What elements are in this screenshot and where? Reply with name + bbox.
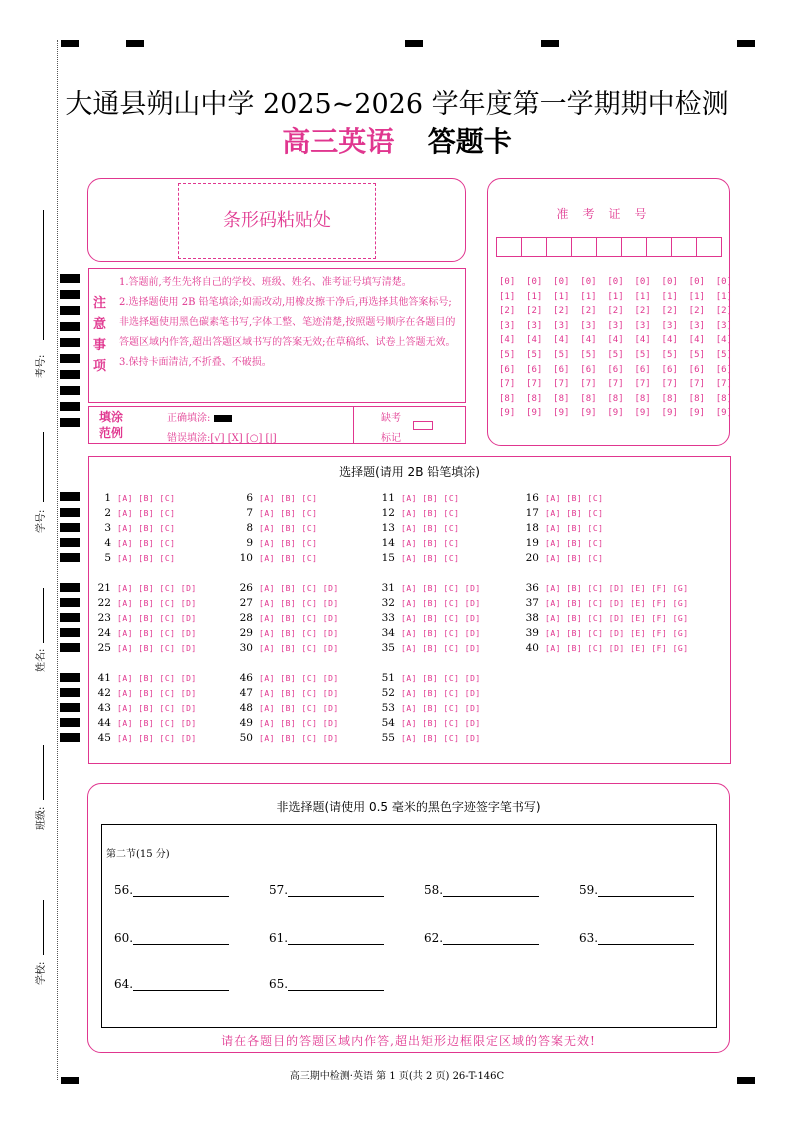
wrong-fill: [167, 429, 277, 444]
correct-fill-label: 正确填涂:: [167, 413, 211, 424]
blank-number: 60.: [114, 931, 134, 945]
answer-options[interactable]: [A] [B] [C] [D]: [117, 629, 197, 638]
side-exam-no-label: 考号:: [36, 354, 47, 378]
timing-mark: [60, 492, 80, 501]
mcq-question[interactable]: [377, 581, 481, 596]
question-number: 21: [97, 582, 111, 594]
timing-mark: [60, 354, 80, 363]
notice-box: [88, 268, 466, 403]
mcq-question[interactable]: [521, 581, 689, 596]
answer-options[interactable]: [A] [B] [C]: [259, 509, 318, 518]
nonmcq-warning: 请在各题目的答题区域内作答,超出矩形边框限定区域的答案无效!: [221, 1034, 596, 1048]
exam-id-area: [487, 178, 730, 446]
mcq-question[interactable]: [377, 521, 459, 536]
timing-mark: [541, 40, 559, 47]
answer-options[interactable]: [A] [B] [C] [D] [E] [F] [G]: [545, 644, 689, 653]
wrong-fill-marks: [√] [X] [○] [|]: [210, 433, 277, 444]
mcq-question[interactable]: [377, 596, 481, 611]
timing-mark: [60, 718, 80, 727]
blank-number: 63.: [579, 931, 599, 945]
question-number: 16: [525, 492, 539, 504]
exam-id-digit-row[interactable]: [8] [8] [8] [8] [8] [8] [8] [8] [8]: [499, 393, 732, 404]
wrong-fill-label: 错误填涂:: [167, 433, 211, 444]
answer-options[interactable]: [A] [B] [C]: [117, 539, 176, 548]
timing-mark: [60, 306, 80, 315]
question-number: 4: [104, 537, 111, 549]
absent-checkbox[interactable]: [413, 421, 433, 430]
answer-blank[interactable]: [579, 931, 694, 945]
fill-example-label: 填涂范例: [99, 410, 124, 440]
mcq-question[interactable]: [235, 611, 339, 626]
notice-item-3: 3.保持卡面清洁,不折叠、不破损。: [119, 357, 272, 368]
question-number: 22: [97, 597, 111, 609]
question-number: 38: [525, 612, 539, 624]
answer-options[interactable]: [A] [B] [C] [D]: [401, 734, 481, 743]
question-number: 53: [381, 702, 395, 714]
question-number: 43: [97, 702, 111, 714]
answer-options[interactable]: [A] [B] [C] [D]: [401, 644, 481, 653]
mcq-question[interactable]: [235, 671, 339, 686]
answer-blank[interactable]: [424, 883, 539, 897]
mcq-question[interactable]: [235, 551, 317, 566]
nonmcq-title: 非选择题(请使用 0.5 毫米的黑色字迹签字笔书写): [276, 800, 541, 814]
question-number: 17: [525, 507, 539, 519]
question-number: 10: [239, 552, 253, 564]
answer-options[interactable]: [A] [B] [C] [D] [E] [F] [G]: [545, 584, 689, 593]
mcq-question[interactable]: [377, 671, 481, 686]
card-label: 答题卡: [427, 125, 512, 158]
side-school-line: [43, 900, 44, 955]
fill-example-box: [88, 406, 466, 444]
notice-text: [119, 273, 459, 373]
blank-line[interactable]: [598, 931, 694, 945]
timing-mark: [60, 290, 80, 299]
question-number: 8: [246, 522, 253, 534]
exam-id-digit-row[interactable]: [3] [3] [3] [3] [3] [3] [3] [3] [3]: [499, 320, 732, 331]
question-number: 24: [97, 627, 111, 639]
mcq-question[interactable]: [521, 611, 689, 626]
mcq-question[interactable]: [235, 521, 317, 536]
blank-number: 64.: [114, 977, 134, 991]
mcq-question[interactable]: [235, 626, 339, 641]
answer-options[interactable]: [A] [B] [C]: [259, 539, 318, 548]
question-number: 52: [381, 687, 395, 699]
answer-options[interactable]: [A] [B] [C]: [545, 554, 604, 563]
answer-options[interactable]: [A] [B] [C]: [401, 539, 460, 548]
mcq-question[interactable]: [377, 716, 481, 731]
exam-id-bubbles[interactable]: [499, 275, 732, 421]
question-number: 28: [239, 612, 253, 624]
blank-line[interactable]: [133, 977, 229, 991]
correct-fill: [167, 409, 232, 424]
mcq-question[interactable]: [93, 581, 197, 596]
exam-id-cells[interactable]: [497, 237, 722, 257]
exam-id-digit-row[interactable]: [4] [4] [4] [4] [4] [4] [4] [4] [4]: [499, 335, 732, 346]
mcq-question[interactable]: [93, 626, 197, 641]
mcq-question[interactable]: [93, 641, 197, 656]
side-student-no-label: 学号:: [36, 509, 47, 533]
timing-mark: [405, 40, 423, 47]
side-student-no-line: [43, 432, 44, 502]
section-label: 第二节(15 分): [106, 849, 170, 860]
question-number: 27: [239, 597, 253, 609]
mcq-question[interactable]: [93, 671, 197, 686]
timing-mark: [60, 370, 80, 379]
mcq-question[interactable]: [93, 491, 175, 506]
side-name-label: 姓名:: [36, 648, 47, 672]
nonmcq-answer-area: [101, 824, 717, 1028]
question-number: 2: [104, 507, 111, 519]
blank-line[interactable]: [288, 977, 384, 991]
answer-options[interactable]: [A] [B] [C] [D]: [259, 644, 339, 653]
mcq-question[interactable]: [377, 551, 459, 566]
side-class-line: [43, 745, 44, 800]
timing-mark: [60, 386, 80, 395]
blank-number: 56.: [114, 883, 134, 897]
mcq-question[interactable]: [235, 641, 339, 656]
answer-options[interactable]: [A] [B] [C] [D]: [259, 629, 339, 638]
answer-options[interactable]: [A] [B] [C] [D]: [401, 689, 481, 698]
page-title: 大通县朔山中学 2025~2026 学年度第一学期期中检测: [65, 89, 729, 120]
timing-mark: [60, 673, 80, 682]
question-number: 31: [381, 582, 395, 594]
mcq-question[interactable]: [521, 596, 689, 611]
page-footer: 高三期中检测·英语 第 1 页(共 2 页) 26-T-146C: [289, 1071, 505, 1082]
mcq-title: 选择题(请用 2B 铅笔填涂): [339, 465, 480, 479]
notice-item-2: 2.选择题使用 2B 铅笔填涂;如需改动,用橡皮擦干净后,再选择其他答案标号;非选择题使用黑色碳素笔书写,字体工整、笔迹清楚,按照题号顺序在各题目的答题区域内作答,超出答题区域书写的答案无效;在草稿纸、试卷上答题无效。: [119, 297, 456, 348]
question-number: 5: [104, 552, 111, 564]
timing-mark: [60, 583, 80, 592]
timing-mark: [60, 338, 80, 347]
timing-mark: [126, 40, 144, 47]
answer-options[interactable]: [A] [B] [C]: [545, 539, 604, 548]
blank-line[interactable]: [443, 931, 539, 945]
mcq-question[interactable]: [235, 536, 317, 551]
answer-options[interactable]: [A] [B] [C] [D]: [259, 599, 339, 608]
mark-text: 标记: [381, 433, 401, 444]
answer-options[interactable]: [A] [B] [C] [D]: [401, 584, 481, 593]
answer-options[interactable]: [A] [B] [C]: [259, 494, 318, 503]
answer-options[interactable]: [A] [B] [C] [D]: [259, 674, 339, 683]
question-number: 48: [239, 702, 253, 714]
timing-mark: [60, 322, 80, 331]
mcq-question[interactable]: [377, 641, 481, 656]
answer-options[interactable]: [A] [B] [C] [D] [E] [F] [G]: [545, 614, 689, 623]
question-number: 54: [381, 717, 395, 729]
exam-id-digit-row[interactable]: [6] [6] [6] [6] [6] [6] [6] [6] [6]: [499, 364, 732, 375]
timing-mark: [60, 598, 80, 607]
mcq-question[interactable]: [521, 491, 603, 506]
mcq-question[interactable]: [93, 716, 197, 731]
blank-number: 59.: [579, 883, 599, 897]
mcq-question[interactable]: [521, 641, 689, 656]
exam-id-digit-row[interactable]: [0] [0] [0] [0] [0] [0] [0] [0] [0]: [499, 277, 732, 287]
question-number: 9: [246, 537, 253, 549]
blank-number: 57.: [269, 883, 289, 897]
mcq-question[interactable]: [235, 701, 339, 716]
question-number: 12: [381, 507, 395, 519]
question-number: 41: [97, 672, 111, 684]
question-number: 3: [104, 522, 111, 534]
exam-id-title: 准考证号: [556, 207, 661, 221]
question-number: 23: [97, 612, 111, 624]
question-number: 6: [246, 492, 253, 504]
mcq-question[interactable]: [377, 731, 481, 746]
answer-blank[interactable]: [114, 931, 229, 945]
answer-blank[interactable]: [579, 883, 694, 897]
blank-line[interactable]: [133, 931, 229, 945]
timing-mark: [60, 274, 80, 283]
answer-blank[interactable]: [269, 883, 384, 897]
question-number: 51: [381, 672, 395, 684]
mcq-question[interactable]: [235, 716, 339, 731]
mcq-question[interactable]: [235, 491, 317, 506]
answer-options[interactable]: [A] [B] [C] [D] [E] [F] [G]: [545, 629, 689, 638]
timing-mark: [60, 628, 80, 637]
mcq-question[interactable]: [93, 611, 197, 626]
notice-item-1: 1.答题前,考生先将自己的学校、班级、姓名、准考证号填写清楚。: [119, 277, 412, 288]
question-number: 33: [381, 612, 395, 624]
answer-options[interactable]: [A] [B] [C] [D]: [259, 704, 339, 713]
question-number: 46: [239, 672, 253, 684]
subject-label: 高三英语: [282, 125, 395, 158]
side-class-label: 班级:: [36, 806, 47, 830]
question-number: 45: [97, 732, 111, 744]
timing-mark: [60, 418, 80, 427]
answer-options[interactable]: [A] [B] [C]: [259, 554, 318, 563]
mcq-question[interactable]: [93, 596, 197, 611]
question-number: 7: [246, 507, 253, 519]
answer-options[interactable]: [A] [B] [C]: [401, 524, 460, 533]
answer-options[interactable]: [A] [B] [C]: [117, 524, 176, 533]
answer-options[interactable]: [A] [B] [C] [D]: [117, 599, 197, 608]
question-number: 34: [381, 627, 395, 639]
answer-options[interactable]: [A] [B] [C]: [401, 494, 460, 503]
side-school-label: 学校:: [36, 961, 47, 985]
timing-mark: [60, 613, 80, 622]
timing-mark: [60, 402, 80, 411]
mcq-question[interactable]: [521, 521, 603, 536]
answer-options[interactable]: [A] [B] [C] [D]: [401, 719, 481, 728]
question-number: 44: [97, 717, 111, 729]
barcode-label: 条形码粘贴处: [223, 210, 331, 231]
answer-options[interactable]: [A] [B] [C] [D]: [117, 734, 197, 743]
question-number: 14: [381, 537, 395, 549]
absent-label: [381, 409, 401, 449]
answer-options[interactable]: [A] [B] [C] [D]: [259, 689, 339, 698]
mcq-question[interactable]: [377, 506, 459, 521]
mcq-question[interactable]: [235, 731, 339, 746]
timing-mark: [61, 40, 79, 47]
answer-options[interactable]: [A] [B] [C] [D] [E] [F] [G]: [545, 599, 689, 608]
mcq-question[interactable]: [93, 506, 175, 521]
mcq-question[interactable]: [521, 626, 689, 641]
mcq-question[interactable]: [377, 701, 481, 716]
answer-blank[interactable]: [424, 931, 539, 945]
question-number: 37: [525, 597, 539, 609]
answer-options[interactable]: [A] [B] [C]: [401, 509, 460, 518]
question-number: 49: [239, 717, 253, 729]
answer-options[interactable]: [A] [B] [C] [D]: [117, 719, 197, 728]
question-number: 26: [239, 582, 253, 594]
blank-number: 58.: [424, 883, 444, 897]
answer-options[interactable]: [A] [B] [C] [D]: [401, 704, 481, 713]
blank-line[interactable]: [133, 883, 229, 897]
answer-blank[interactable]: [269, 977, 384, 991]
exam-id-digit-row[interactable]: [2] [2] [2] [2] [2] [2] [2] [2] [2]: [499, 306, 732, 317]
question-number: 50: [239, 732, 253, 744]
question-number: 30: [239, 642, 253, 654]
exam-id-digit-row[interactable]: [7] [7] [7] [7] [7] [7] [7] [7] [7]: [499, 379, 732, 390]
timing-mark: [60, 538, 80, 547]
question-number: 20: [525, 552, 539, 564]
answer-options[interactable]: [A] [B] [C] [D]: [117, 689, 197, 698]
question-number: 32: [381, 597, 395, 609]
answer-options[interactable]: [A] [B] [C] [D]: [117, 704, 197, 713]
question-number: 47: [239, 687, 253, 699]
answer-options[interactable]: [A] [B] [C]: [117, 554, 176, 563]
exam-id-digit-row[interactable]: [9] [9] [9] [9] [9] [9] [9] [9] [9]: [499, 408, 732, 419]
blank-number: 61.: [269, 931, 289, 945]
question-number: 42: [97, 687, 111, 699]
question-number: 13: [381, 522, 395, 534]
answer-options[interactable]: [A] [B] [C] [D]: [259, 719, 339, 728]
question-number: 11: [381, 492, 395, 504]
question-number: 39: [525, 627, 539, 639]
mcq-question[interactable]: [235, 581, 339, 596]
blank-number: 62.: [424, 931, 444, 945]
answer-options[interactable]: [A] [B] [C]: [545, 524, 604, 533]
mcq-question[interactable]: [93, 521, 175, 536]
answer-options[interactable]: [A] [B] [C]: [259, 524, 318, 533]
mcq-question[interactable]: [235, 596, 339, 611]
mcq-question[interactable]: [377, 686, 481, 701]
mcq-question[interactable]: [377, 611, 481, 626]
blank-line[interactable]: [443, 883, 539, 897]
question-number: 18: [525, 522, 539, 534]
question-number: 1: [104, 492, 111, 504]
question-number: 15: [381, 552, 395, 564]
side-name-line: [43, 588, 44, 643]
mcq-question[interactable]: [521, 536, 603, 551]
answer-blank[interactable]: [114, 977, 229, 991]
absent-text: 缺考: [381, 413, 401, 424]
page-subtitle: [0, 120, 794, 160]
exam-id-digit-row[interactable]: [1] [1] [1] [1] [1] [1] [1] [1] [1]: [499, 291, 732, 302]
blank-line[interactable]: [288, 883, 384, 897]
answer-options[interactable]: [A] [B] [C] [D]: [117, 614, 197, 623]
question-number: 36: [525, 582, 539, 594]
question-number: 29: [239, 627, 253, 639]
answer-options[interactable]: [A] [B] [C] [D]: [401, 614, 481, 623]
mcq-question[interactable]: [377, 491, 459, 506]
answer-options[interactable]: [A] [B] [C] [D]: [401, 629, 481, 638]
mcq-question[interactable]: [235, 506, 317, 521]
mcq-question[interactable]: [93, 701, 197, 716]
answer-options[interactable]: [A] [B] [C]: [545, 494, 604, 503]
answer-options[interactable]: [A] [B] [C] [D]: [117, 674, 197, 683]
answer-options[interactable]: [A] [B] [C]: [401, 554, 460, 563]
question-number: 40: [525, 642, 539, 654]
mcq-question[interactable]: [521, 506, 603, 521]
answer-blank[interactable]: [114, 883, 229, 897]
fill-separator: [353, 407, 354, 443]
answer-options[interactable]: [A] [B] [C] [D]: [401, 599, 481, 608]
timing-mark: [60, 688, 80, 697]
timing-mark: [60, 733, 80, 742]
mcq-question[interactable]: [235, 686, 339, 701]
correct-fill-mark: [214, 415, 232, 422]
binding-line: [57, 40, 58, 1080]
exam-id-digit-row[interactable]: [5] [5] [5] [5] [5] [5] [5] [5] [5]: [499, 349, 732, 360]
barcode-area: [87, 178, 466, 262]
mcq-question[interactable]: [93, 551, 175, 566]
timing-mark: [60, 703, 80, 712]
answer-options[interactable]: [A] [B] [C] [D]: [259, 614, 339, 623]
mcq-question[interactable]: [377, 536, 459, 551]
nonmcq-section: [87, 783, 730, 1053]
timing-mark: [60, 523, 80, 532]
answer-options[interactable]: [A] [B] [C]: [117, 494, 176, 503]
mcq-question[interactable]: [521, 551, 603, 566]
answer-options[interactable]: [A] [B] [C]: [545, 509, 604, 518]
answer-options[interactable]: [A] [B] [C]: [117, 509, 176, 518]
timing-mark: [60, 643, 80, 652]
blank-line[interactable]: [288, 931, 384, 945]
mcq-question[interactable]: [93, 536, 175, 551]
mcq-section: [88, 456, 731, 764]
side-exam-no-line: [43, 210, 44, 340]
question-number: 55: [381, 732, 395, 744]
answer-options[interactable]: [A] [B] [C] [D]: [117, 644, 197, 653]
barcode-dashed-box: [178, 183, 376, 259]
answer-blank[interactable]: [269, 931, 384, 945]
blank-number: 65.: [269, 977, 289, 991]
notice-tag: 注意事项: [93, 296, 107, 374]
question-number: 25: [97, 642, 111, 654]
mcq-question[interactable]: [93, 686, 197, 701]
timing-mark: [737, 40, 755, 47]
timing-mark: [60, 508, 80, 517]
mcq-question[interactable]: [377, 626, 481, 641]
blank-line[interactable]: [598, 883, 694, 897]
question-number: 19: [525, 537, 539, 549]
answer-options[interactable]: [A] [B] [C] [D]: [259, 734, 339, 743]
mcq-question[interactable]: [93, 731, 197, 746]
timing-mark: [60, 553, 80, 562]
answer-options[interactable]: [A] [B] [C] [D]: [117, 584, 197, 593]
answer-options[interactable]: [A] [B] [C] [D]: [259, 584, 339, 593]
answer-options[interactable]: [A] [B] [C] [D]: [401, 674, 481, 683]
question-number: 35: [381, 642, 395, 654]
